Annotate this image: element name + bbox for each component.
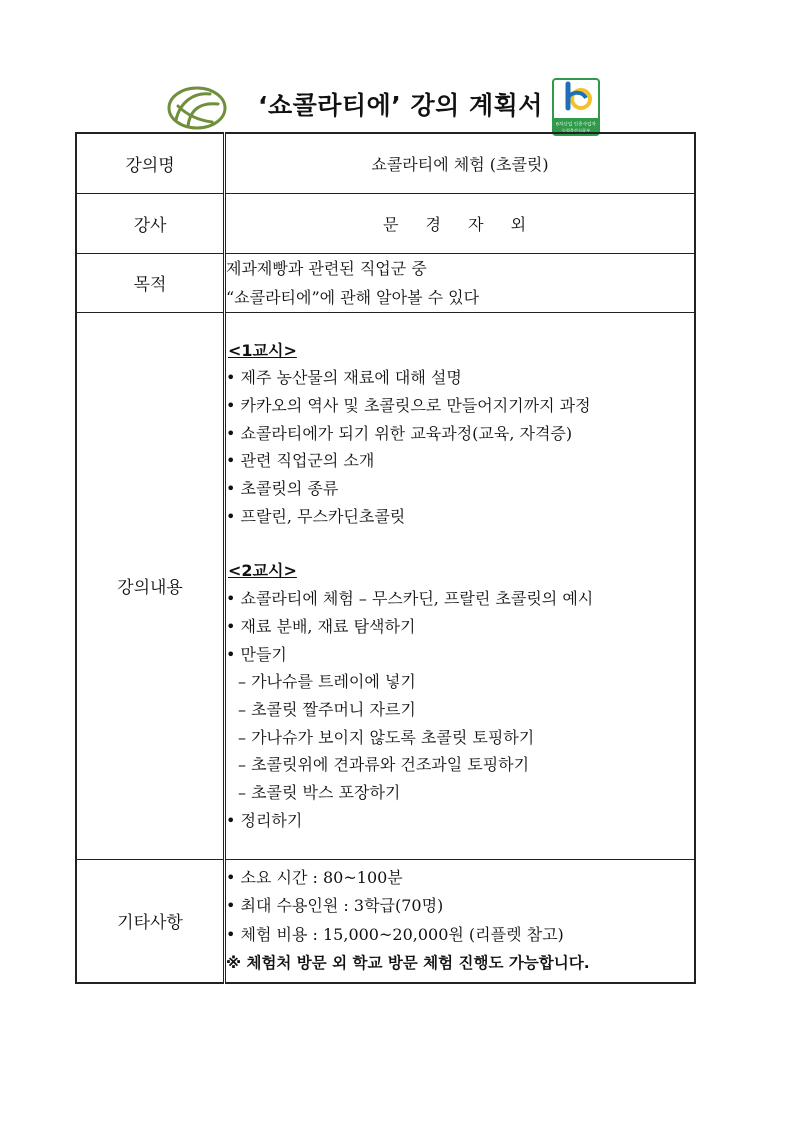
purpose-label: 목적 bbox=[76, 253, 225, 312]
list-item: • 소요 시간 : 80~100분 bbox=[226, 867, 403, 887]
certification-badge-icon bbox=[552, 78, 600, 136]
list-item: • 쇼콜라티에 체험 – 무스카딘, 프랄린 초콜릿의 예시 bbox=[226, 589, 594, 609]
list-item: • 프랄린, 무스카딘초콜릿 bbox=[226, 506, 406, 526]
step-item: – 초콜릿 짤주머니 자르기 bbox=[238, 699, 416, 719]
purpose-value bbox=[225, 253, 696, 312]
row-purpose bbox=[76, 253, 695, 312]
row-content bbox=[76, 312, 695, 859]
step-item: – 가나슈가 보이지 않도록 초콜릿 토핑하기 bbox=[238, 727, 535, 747]
list-item: • 제주 농산물의 재료에 대해 설명 bbox=[226, 368, 462, 388]
document-title: ‘쇼콜라티에’ 강의 계획서 bbox=[258, 91, 543, 120]
leaf-logo-icon bbox=[166, 84, 228, 132]
purpose-line: “쇼콜라티에”에 관해 알아볼 수 있다 bbox=[226, 287, 480, 307]
purpose-line: 제과제빵과 관련된 직업군 중 bbox=[226, 258, 427, 278]
list-item: • 최대 수용인원 : 3학급(70명) bbox=[226, 896, 444, 916]
lecture-name-label: 강의명 bbox=[76, 133, 225, 193]
step-item: – 초콜릿 박스 포장하기 bbox=[238, 783, 401, 803]
list-item: • 관련 직업군의 소개 bbox=[226, 451, 375, 471]
visit-note: ※ 체험처 방문 외 학교 방문 체험 진행도 가능합니다. bbox=[226, 954, 590, 973]
list-item: • 체험 비용 : 15,000~20,000원 (리플렛 참고) bbox=[226, 924, 564, 944]
list-item: • 카카오의 역사 및 초콜릿으로 만들어지기까지 과정 bbox=[226, 395, 591, 415]
instructor-label: 강사 bbox=[76, 193, 225, 253]
list-item: • 만들기 bbox=[226, 644, 287, 664]
list-item: • 초콜릿의 종류 bbox=[226, 479, 339, 499]
content-label: 강의내용 bbox=[76, 312, 225, 859]
period1-title: <1교시> bbox=[228, 340, 297, 360]
row-instructor bbox=[76, 193, 695, 253]
document-header bbox=[0, 78, 793, 138]
lecture-plan-table bbox=[75, 132, 696, 984]
lecture-name-value: 쇼콜라티에 체험 (초콜릿) bbox=[225, 133, 696, 193]
row-lecture-name bbox=[76, 133, 695, 193]
instructor-value: 문 경 자 외 bbox=[225, 193, 696, 253]
content-value bbox=[225, 312, 696, 859]
badge-subtext: 농림축산식품부 bbox=[561, 128, 591, 133]
list-item: • 정리하기 bbox=[226, 810, 303, 830]
list-item: • 쇼콜라티에가 되기 위한 교육과정(교육, 자격증) bbox=[226, 423, 573, 443]
spacer bbox=[226, 530, 694, 557]
list-item: • 재료 분배, 재료 탐색하기 bbox=[226, 616, 416, 636]
etc-value bbox=[225, 859, 696, 983]
row-etc bbox=[76, 859, 695, 983]
step-item: – 초콜릿위에 견과류와 건조과일 토핑하기 bbox=[238, 755, 530, 775]
period2-title: <2교시> bbox=[228, 561, 297, 581]
badge-text: 6차산업 인증사업자 bbox=[556, 122, 596, 128]
step-item: – 가나슈를 트레이에 넣기 bbox=[238, 672, 416, 692]
etc-label: 기타사항 bbox=[76, 859, 225, 983]
